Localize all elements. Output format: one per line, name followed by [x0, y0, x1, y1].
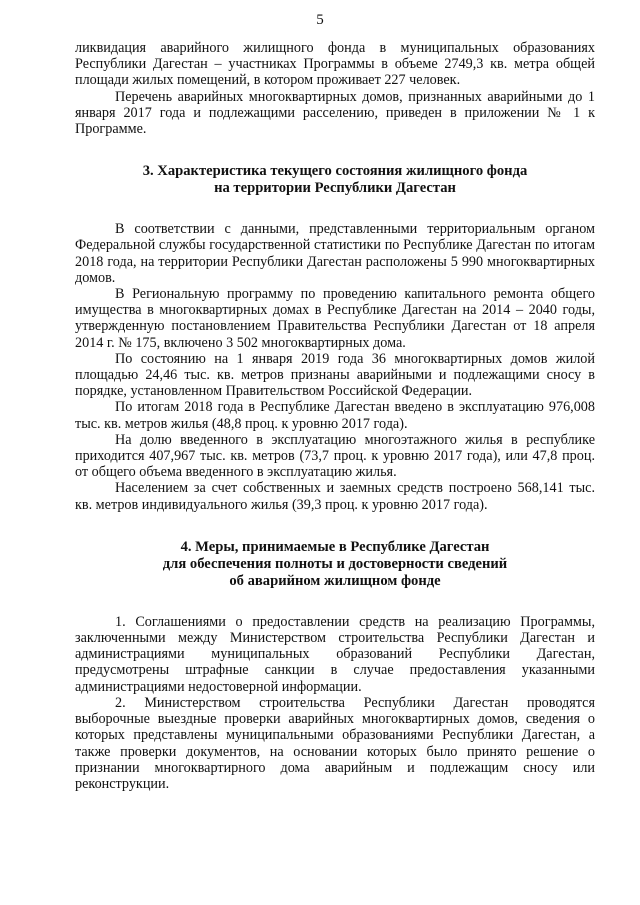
section-4-paragraph-1: 1. Соглашениями о предоставлении средств на реализацию Программы, заключенными между Министерством строительства Республики Дагестан и администрациями муниципальных образований Республики Дагестан, предусмотрены штрафные санкции в случае предоставления указанными администрациями недостоверной информации.	[75, 613, 595, 695]
section-3-paragraph-4: По итогам 2018 года в Республике Дагестан введено в эксплуатацию 976,008 тыс. кв. метров жилья (48,8 проц. к уровню 2017 года).	[75, 399, 595, 432]
section-3-paragraph-6: Населением за счет собственных и заемных средств построено 568,141 тыс. кв. метров индивидуального жилья (39,3 проц. к уровню 2017 года).	[75, 480, 595, 513]
section-3-heading-line-2: на территории Республики Дагестан	[214, 180, 456, 197]
intro-paragraph-2: Перечень аварийных многоквартирных домов, признанных аварийными до 1 января 2017 года и подлежащими расселению, приведен в приложении № 1 к Программе.	[75, 88, 595, 138]
section-3-paragraph-1: В соответствии с данными, представленными территориальным органом Федеральной службы государственной статистики по Республике Дагестан по итогам 2018 года, на территории Республики Дагестан расположены 5 990 многоквартирных домов.	[75, 221, 595, 286]
section-3-paragraph-5: На долю введенного в эксплуатацию многоэтажного жилья в республике приходится 407,967 тыс. кв. метров (73,7 проц. к уровню 2017 года), или 47,8 проц. от общего объема введенного в эксплуатацию жилья.	[75, 431, 595, 481]
section-3-paragraph-3: По состоянию на 1 января 2019 года 36 многоквартирных домов жилой площадью 24,46 тыс. кв. метров признаны аварийными и подлежащими сносу в порядке, установленном Правительством Российской Федерации.	[75, 350, 595, 400]
section-3-paragraph-2: В Региональную программу по проведению капитального ремонта общего имущества в многоквартирных домах в Республике Дагестан на 2014 – 2040 годы, утвержденную постановлением Правительства Республики Дагестан от 18 апреля 2014 г. № 175, включено 3 502 многоквартирных дома.	[75, 286, 595, 351]
section-4-heading-line-3: об аварийном жилищном фонде	[229, 572, 441, 589]
section-3-heading	[75, 163, 595, 197]
section-4-heading-line-2: для обеспечения полноты и достоверности сведений	[162, 555, 508, 572]
section-3-heading-line-1: 3. Характеристика текущего состояния жилищного фонда	[142, 163, 528, 180]
section-4-heading-line-1: 4. Меры, принимаемые в Республике Дагестан	[180, 538, 490, 555]
page-number: 5	[316, 12, 324, 28]
section-4-paragraph-2: 2. Министерством строительства Республики Дагестан проводятся выборочные выездные проверки аварийных многоквартирных домов, сведения о которых представлены муниципальными образованиями Республики Дагестан, а также проверки документов, на основании которых было принято решение о признании многоквартирного дома аварийным и подлежащим сносу или реконструкции.	[75, 694, 595, 792]
intro-paragraph-1: ликвидация аварийного жилищного фонда в муниципальных образованиях Республики Дагестан – участниках Программы в объеме 2749,3 кв. метра общей площади жилых помещений, в котором проживает 227 человек.	[75, 40, 595, 89]
section-4-heading	[75, 539, 595, 590]
page-content	[75, 40, 595, 792]
